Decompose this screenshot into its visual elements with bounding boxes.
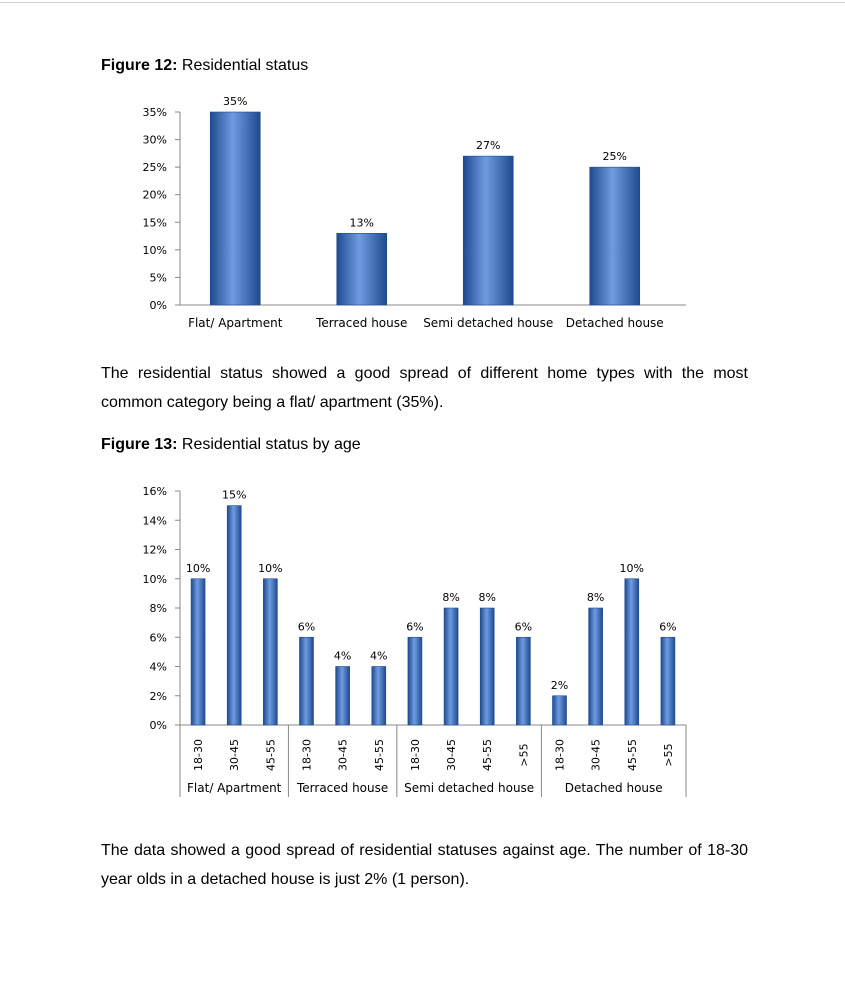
group-label: Terraced house: [296, 781, 389, 795]
age-tick-label: >55: [517, 743, 531, 767]
category-label: Flat/ Apartment: [188, 316, 283, 330]
figure-13-caption: Residential status by age: [181, 436, 361, 453]
age-tick-label: 18-30: [408, 739, 422, 771]
age-tick-label: 45-55: [481, 739, 495, 771]
data-label: 6%: [659, 620, 677, 634]
data-label: 25%: [602, 150, 627, 164]
y-tick-label: 0%: [149, 719, 167, 732]
age-tick-label: 30-45: [228, 739, 242, 771]
category-label: Detached house: [565, 316, 664, 330]
bar: [227, 506, 241, 725]
bar: [516, 637, 530, 725]
data-label: 4%: [333, 649, 352, 663]
y-tick-label: 8%: [149, 602, 167, 615]
y-tick-label: 25%: [142, 161, 167, 175]
group-label: Semi detached house: [404, 781, 535, 795]
data-label: 8%: [478, 591, 496, 604]
bar: [625, 579, 639, 725]
y-tick-label: 12%: [142, 543, 167, 557]
category-label: Terraced house: [316, 316, 408, 330]
age-tick-label: 30-45: [445, 739, 459, 771]
bar: [372, 667, 386, 726]
data-label: 10%: [619, 561, 645, 575]
y-tick-label: 0%: [149, 299, 167, 312]
figure-13-title: [101, 436, 361, 454]
data-label: 6%: [297, 620, 316, 634]
data-label: 6%: [406, 620, 424, 634]
data-label: 8%: [442, 591, 460, 604]
page-top-border: [0, 2, 845, 3]
y-tick-label: 2%: [149, 689, 167, 703]
paragraph-residential-by-age: The data showed a good spread of residential statuses against age. The number of 18-30 year olds in a detached house is just 2% (1 person).: [101, 842, 748, 888]
y-tick-label: 4%: [149, 660, 167, 674]
y-tick-label: 30%: [142, 133, 167, 147]
y-tick-label: 10%: [142, 243, 167, 257]
age-tick-label: >55: [661, 743, 675, 767]
bar: [589, 608, 603, 725]
age-tick-label: 18-30: [192, 739, 206, 771]
bar: [463, 156, 513, 305]
figure-12-chart: [0, 90, 845, 340]
data-label: 10%: [258, 561, 283, 575]
age-tick-label: 45-55: [264, 739, 278, 771]
y-tick-label: 14%: [142, 514, 167, 528]
age-tick-label: 30-45: [589, 739, 603, 771]
age-tick-label: 45-55: [372, 739, 386, 771]
data-label: 8%: [586, 591, 605, 604]
bar: [337, 233, 387, 305]
y-tick-label: 5%: [149, 271, 167, 285]
age-tick-label: 45-55: [625, 739, 639, 771]
data-label: 35%: [223, 95, 248, 108]
bar: [480, 608, 494, 725]
data-label: 27%: [476, 139, 501, 153]
group-label: Detached house: [564, 781, 663, 795]
paragraph-residential-status: The residential status showed a good spread of different home types with the most common category being a flat/ apartment (35%).: [101, 365, 748, 411]
bar: [210, 112, 260, 305]
y-tick-label: 6%: [149, 631, 167, 645]
age-tick-label: 18-30: [300, 739, 314, 771]
figure-12-title: [101, 57, 308, 75]
figure-13-label: Figure 13:: [101, 436, 178, 453]
bar: [191, 579, 205, 725]
bar: [408, 637, 422, 725]
data-label: 2%: [550, 678, 569, 692]
data-label: 13%: [349, 216, 374, 230]
bar: [336, 667, 350, 726]
bar: [553, 696, 567, 725]
age-tick-label: 30-45: [336, 739, 350, 771]
bar: [590, 167, 640, 305]
figure-12-label: Figure 12:: [101, 57, 178, 74]
bar: [263, 579, 277, 725]
category-label: Semi detached house: [423, 316, 554, 330]
bar: [444, 608, 458, 725]
bar: [661, 637, 675, 725]
age-tick-label: 18-30: [553, 739, 567, 771]
data-label: 10%: [185, 561, 211, 575]
y-tick-label: 16%: [142, 485, 167, 498]
figure-13-chart: [0, 470, 845, 810]
y-tick-label: 10%: [142, 572, 167, 586]
data-label: 6%: [514, 620, 533, 634]
figure-12-caption: Residential status: [181, 57, 309, 74]
y-tick-label: 35%: [142, 106, 167, 119]
group-label: Flat/ Apartment: [187, 781, 282, 795]
y-tick-label: 20%: [142, 188, 167, 202]
y-tick-label: 15%: [142, 216, 167, 230]
data-label: 15%: [221, 488, 247, 502]
bar: [300, 637, 314, 725]
data-label: 4%: [370, 649, 388, 663]
